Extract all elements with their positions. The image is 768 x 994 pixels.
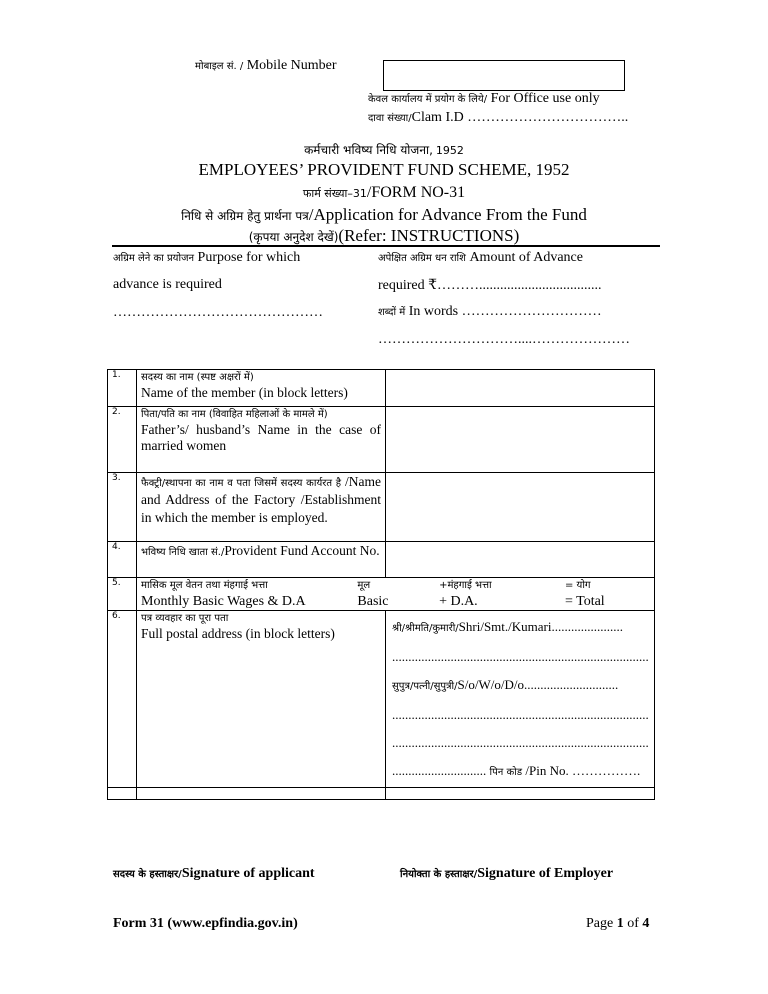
- scheme-year: 1952: [435, 144, 464, 157]
- row-number: 5.: [108, 578, 137, 611]
- claim-id-line: [368, 110, 628, 126]
- amount-words-field[interactable]: [378, 304, 602, 320]
- spacer-cell: [386, 788, 655, 800]
- mobile-label-hi: मोबाइल सं. /: [195, 61, 244, 72]
- row-label-hi: सदस्य का नाम (स्पष्ट अक्षरों में): [141, 372, 254, 383]
- table-row: [108, 473, 655, 542]
- amount-words-en: In words …………………………: [408, 304, 602, 319]
- row-label-hi: पिता/पति का नाम (विवाहित महिलाओं के मामले में): [141, 409, 328, 420]
- header-rule: [112, 245, 660, 247]
- row-label: [137, 473, 386, 542]
- row-number: 1.: [108, 370, 137, 407]
- father-husband-name-field[interactable]: [386, 407, 655, 473]
- table-row: [108, 407, 655, 473]
- row-label-hi: फैक्ट्री/स्थापना का नाम व पता जिसमें सदस्य कार्यरत है: [141, 478, 342, 489]
- applicant-signature-en: Signature of applicant: [181, 866, 315, 881]
- wages-cell[interactable]: [137, 578, 655, 611]
- pin-prefix: .............................: [392, 763, 487, 778]
- scheme-title-en: EMPLOYEES’ PROVIDENT FUND SCHEME, 1952: [198, 160, 570, 179]
- row-label-hi: भविष्य निधि खाता सं./: [141, 547, 225, 558]
- member-name-field[interactable]: [386, 370, 655, 407]
- row-number: 2.: [108, 407, 137, 473]
- row-label: [137, 407, 386, 473]
- page-total: 4: [642, 916, 650, 931]
- basic-label-en: Basic: [357, 594, 389, 609]
- form-title-hi: निधि से अग्रिम हेतु प्रार्थना पत्र: [181, 209, 309, 223]
- amount-words-hi: शब्दों में: [378, 307, 406, 318]
- address-line[interactable]: ...............................................................................: [392, 735, 649, 750]
- mobile-number-field[interactable]: [383, 60, 625, 91]
- address-line[interactable]: ...............................................................................: [392, 707, 649, 722]
- applicant-signature-hi: सदस्य के हस्ताक्षर/: [113, 869, 182, 880]
- purpose-field[interactable]: ………………………………………: [113, 305, 323, 320]
- row-label-en: /Name and Address of the Factory /Establishment in which the member is employed.: [141, 474, 382, 525]
- address-relation-hi: सुपुत्र/पत्नी/सुपुत्री/: [392, 681, 458, 692]
- address-line[interactable]: ...............................................................................: [392, 649, 649, 664]
- table-row: [108, 370, 655, 407]
- employer-signature-hi: नियोक्ता के हस्ताक्षर/: [400, 869, 478, 880]
- row-label: [137, 611, 386, 788]
- form-number-hi: फार्म संख्या–31: [302, 187, 367, 200]
- scheme-title-hi: [0, 141, 768, 158]
- office-use-hi: केवल कार्यालय में प्रयोग के लिये/: [368, 94, 488, 105]
- spacer-cell: [108, 788, 137, 800]
- row-label-en: Name of the member (in block letters): [141, 385, 348, 400]
- row-label: [137, 370, 386, 407]
- form-number: [0, 184, 768, 202]
- address-relation-line[interactable]: [392, 671, 650, 701]
- amount-words-line-2[interactable]: …………………………....…………………: [378, 332, 630, 347]
- address-pin-line[interactable]: [392, 757, 650, 787]
- form-number-en: /FORM NO-31: [366, 184, 466, 201]
- address-relation-en: S/o/W/o/D/o.............................: [457, 677, 619, 692]
- row-number: 6.: [108, 611, 137, 788]
- address-name-line[interactable]: [392, 613, 650, 643]
- mobile-label: [195, 58, 337, 74]
- footer-page-number: [586, 916, 649, 932]
- form-title: [0, 205, 768, 225]
- member-details-table: [107, 369, 655, 800]
- instructions-ref: [0, 226, 768, 246]
- employer-signature[interactable]: [400, 866, 613, 882]
- applicant-signature[interactable]: [113, 866, 315, 882]
- row-label-en: Provident Fund Account No.: [224, 543, 380, 558]
- table-row: [108, 611, 655, 788]
- row-label: [137, 542, 386, 578]
- employer-signature-en: Signature of Employer: [477, 866, 614, 881]
- footer-form-ref: Form 31 (www.epfindia.gov.in): [113, 916, 298, 931]
- wages-label-hi: मासिक मूल वेतन तथा मंहगाई भत्ता: [141, 580, 268, 591]
- pf-account-field[interactable]: [386, 542, 655, 578]
- amount-label: [378, 250, 583, 266]
- total-label-en: = Total: [564, 594, 605, 609]
- employer-address-field[interactable]: [386, 473, 655, 542]
- row-label-hi: पत्र व्यवहार का पूरा पता: [141, 613, 229, 624]
- spacer-cell: [137, 788, 386, 800]
- instructions-ref-hi: (कृपया अनुदेश देखें): [248, 230, 339, 244]
- claim-id-en: Clam I.D ……………………………..: [411, 110, 629, 125]
- pin-label-hi: पिन कोड: [489, 767, 523, 778]
- row-label-en: Full postal address (in block letters): [141, 626, 335, 641]
- row-number: 3.: [108, 473, 137, 542]
- purpose-label-hi: अग्रिम लेने का प्रयोजन: [113, 253, 195, 264]
- da-label-hi: +मंहगाई भत्ता: [439, 580, 492, 591]
- purpose-label-en: Purpose for which: [197, 250, 301, 265]
- page-current: 1: [616, 916, 624, 931]
- mobile-label-en: Mobile Number: [246, 58, 337, 73]
- table-row: [108, 578, 655, 611]
- purpose-label-2: advance is required: [113, 277, 222, 292]
- row-label-en: Father’s/ husband’s Name in the case of married women: [141, 422, 381, 453]
- page-word: Page: [586, 916, 614, 931]
- instructions-ref-en: (Refer: INSTRUCTIONS): [338, 226, 520, 245]
- scheme-hi-text: कर्मचारी भविष्य निधि योजना,: [304, 143, 433, 157]
- office-use-en: For Office use only: [490, 91, 600, 106]
- address-name-en: Shri/Smt./Kumari......................: [458, 619, 623, 634]
- row-number: 4.: [108, 542, 137, 578]
- amount-field[interactable]: required ₹………...................................: [378, 278, 602, 293]
- amount-label-hi: अपेक्षित अग्रिम धन राशि: [378, 253, 466, 264]
- office-use-line: [368, 91, 600, 107]
- basic-label-hi: मूल: [357, 580, 371, 591]
- page-of: of: [627, 916, 639, 931]
- total-label-hi: = योग: [564, 580, 591, 591]
- form-title-en: /Application for Advance From the Fund: [308, 205, 587, 224]
- da-label-en: + D.A.: [439, 594, 478, 609]
- claim-id-hi: दावा संख्या/: [368, 113, 412, 124]
- table-row-spacer: [108, 788, 655, 800]
- wages-label-en: Monthly Basic Wages & D.A: [141, 594, 306, 609]
- amount-label-en: Amount of Advance: [469, 250, 583, 265]
- pin-label-en: /Pin No. …………….: [525, 763, 641, 778]
- table-row: [108, 542, 655, 578]
- purpose-label: [113, 250, 300, 266]
- postal-address-field[interactable]: [386, 611, 655, 788]
- address-name-hi: श्री/श्रीमति/कुमारी/: [392, 623, 459, 634]
